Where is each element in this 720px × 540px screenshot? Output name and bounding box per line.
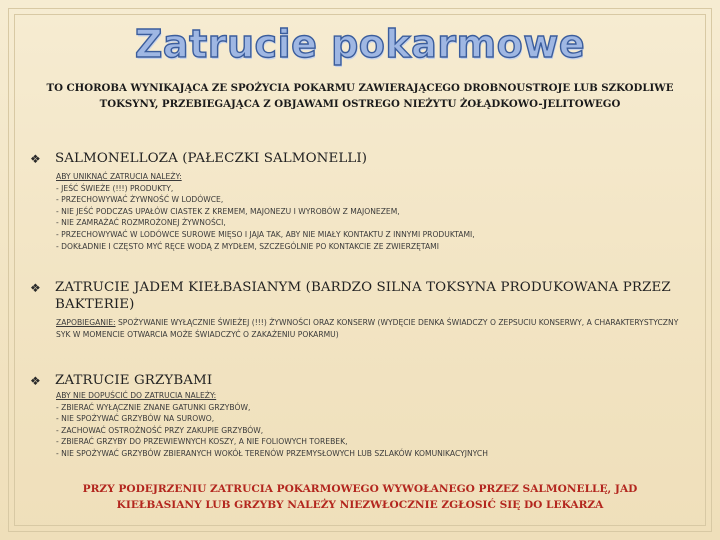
section-subheading: ABY UNIKNĄĆ ZATRUCIA NALEŻY: xyxy=(56,172,182,181)
list-item: - NIE SPOŻYWAĆ GRZYBÓW ZBIERANYCH WOKÓŁ TERENÓW PRZEMYSŁOWYCH LUB SZLAKÓW KOMUNIKACYJNYCH xyxy=(56,448,488,458)
prevention-list xyxy=(56,183,700,253)
footer-warning: PRZY PODEJRZENIU ZATRUCIA POKARMOWEGO WYWOŁANEGO PRZEZ SALMONELLĘ, JAD KIEŁBASIANY LUB GRZYBY NALEŻY NIEZWŁOCZNIE ZGŁOSIĆ SIĘ DO LEKARZA xyxy=(82,483,638,511)
prevention-list xyxy=(56,402,700,460)
section-salmonelloza xyxy=(30,150,700,252)
prevention-paragraph xyxy=(56,317,686,340)
diamond-bullet-icon: ❖ xyxy=(30,152,41,166)
list-item: - ZACHOWAĆ OSTROŻNOŚĆ PRZY ZAKUPIE GRZYBÓW, xyxy=(56,425,264,435)
list-item: - ZBIERAĆ WYŁĄCZNIE ZNANE GATUNKI GRZYBÓW, xyxy=(56,402,251,412)
section-heading: ZATRUCIE GRZYBAMI xyxy=(55,373,213,388)
section-subheading: ABY NIE DOPUŚCIĆ DO ZATRUCIA NALEŻY: xyxy=(56,391,217,400)
list-item: - PRZECHOWYWAĆ W LODÓWCE SUROWE MIĘSO I JAJA TAK, ABY NIE MIAŁY KONTAKTU Z INNYMI PRODUKTAMI, xyxy=(56,229,475,239)
prevention-text: SPOŻYWANIE WYŁĄCZNIE ŚWIEŻEJ (!!!) ŻYWNOŚCI ORAZ KONSERW (WYDĘCIE DENKA ŚWIADCZY O ZEPSUCIU KONSERWY, A CHARAKTERYSTYCZNY SYK W MOMENCIE OTWARCIA MOŻE ŚWIADCZYĆ O ZAKAŻENIU POKARMU) xyxy=(56,318,679,339)
definition-text: TO CHOROBA WYNIKAJĄCA ZE SPOŻYCIA POKARMU ZAWIERAJĄCEGO DROBNOUSTROJE LUB SZKODLIWE TOKSYNY, PRZEBIEGAJĄCA Z OBJAWAMI OSTREGO NIEŻYTU ŻOŁĄDKOWO-JELITOWEGO xyxy=(46,82,674,110)
section-jad-kielbasiany xyxy=(30,279,700,340)
list-item: - NIE ZAMRAŻAĆ ROZMROŻONEJ ŻYWNOŚCI, xyxy=(56,218,226,228)
slide-title: Zatrucie pokarmowe xyxy=(134,22,586,66)
section-heading: SALMONELLOZA (PAŁECZKI SALMONELLI) xyxy=(55,151,368,166)
diamond-bullet-icon: ❖ xyxy=(30,281,41,295)
list-item: - DOKŁADNIE I CZĘSTO MYĆ RĘCE WODĄ Z MYDŁEM, SZCZEGÓLNIE PO KONTAKCIE ZE ZWIERZĘTAMI xyxy=(56,241,439,251)
diamond-bullet-icon: ❖ xyxy=(30,374,41,388)
list-item: - NIE SPOŻYWAĆ GRZYBÓW NA SUROWO, xyxy=(56,414,215,424)
list-item: - ZBIERAĆ GRZYBY DO PRZEWIEWNYCH KOSZY, A NIE FOLIOWYCH TOREBEK, xyxy=(56,437,348,447)
section-heading: ZATRUCIE JADEM KIEŁBASIANYM (BARDZO SILNA TOKSYNA PRODUKOWANA PRZEZ BAKTERIE) xyxy=(55,280,671,312)
list-item: - PRZECHOWYWAĆ ŻYWNOŚĆ W LODÓWCE, xyxy=(56,195,224,205)
list-item: - NIE JEŚĆ PODCZAS UPAŁÓW CIASTEK Z KREMEM, MAJONEZU I WYROBÓW Z MAJONEZEM, xyxy=(56,206,400,216)
prevention-label: ZAPOBIEGANIE: xyxy=(56,318,116,327)
list-item: - JEŚĆ ŚWIEŻE (!!!) PRODUKTY, xyxy=(56,183,174,193)
section-grzyby xyxy=(30,372,700,460)
